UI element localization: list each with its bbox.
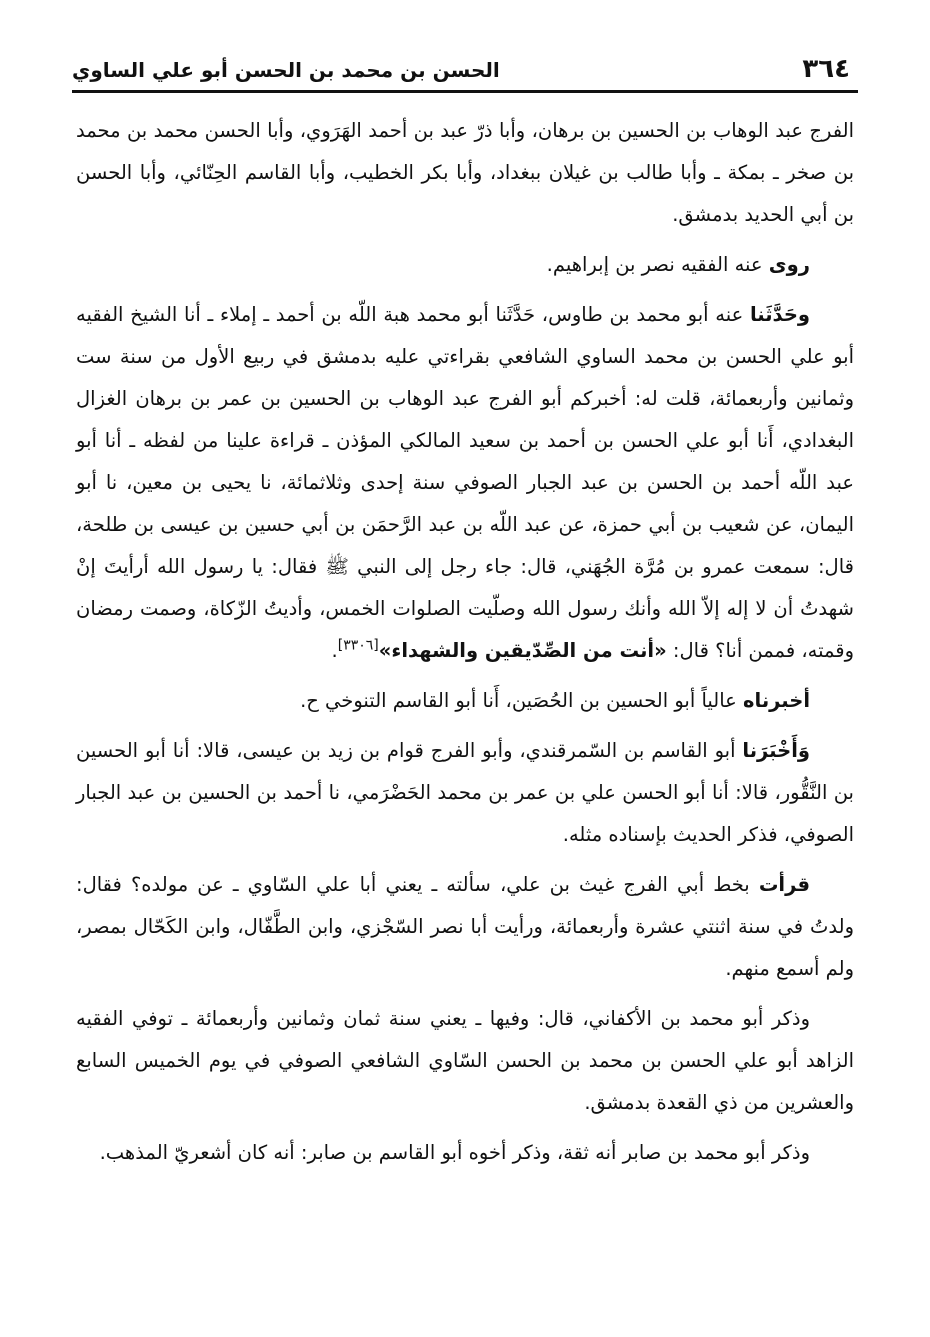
paragraph-1	[76, 110, 854, 236]
running-title: الحسن بن محمد بن الحسن أبو علي الساوي	[72, 58, 500, 82]
paragraph-lead-word: وَأَخْبَرَنا	[742, 739, 810, 762]
paragraph-2	[76, 244, 854, 286]
paragraph-text: الفرج عبد الوهاب بن الحسين بن برهان، وأبا ذرّ عبد بن أحمد الهَرَوي، وأبا الحسن محمد بن محمد بن صخر ـ بمكة ـ وأبا طالب بن غيلان ببغداد، وأبا بكر الخطيب، وأبا القاسم الحِنّائي، وأبا الحسن بن أبي الحديد بدمشق.	[76, 119, 854, 226]
hadith-reference-number: [٣٣٠٦]	[337, 637, 379, 654]
paragraph-text: وذكر أبو محمد بن صابر أنه ثقة، وذكر أخوه أبو القاسم بن صابر: أنه كان أشعريّ المذهب.	[99, 1141, 810, 1164]
paragraph-text: وذكر أبو محمد بن الأكفاني، قال: وفيها ـ يعني سنة ثمان وثمانين وأربعمائة ـ توفي الفقيه الزاهد أبو علي الحسن بن محمد بن الحسن السّاوي الشافعي الصوفي في يوم الخميس السابع والعشرين من ذي القعدة بدمشق.	[76, 1007, 854, 1114]
page-body	[76, 110, 854, 1182]
paragraph-6	[76, 864, 854, 990]
paragraph-text: عالياً أبو الحسين بن الحُصَين، أَنا أبو القاسم التنوخي ح.	[300, 689, 744, 712]
header-divider	[72, 90, 858, 93]
paragraph-lead-word: روى	[768, 253, 810, 276]
paragraph-text: عنه الفقيه نصر بن إبراهيم.	[546, 253, 769, 276]
paragraph-5	[76, 730, 854, 856]
paragraph-8	[76, 1132, 854, 1174]
hadith-quote: «أنت من الصِّدّيقين والشهداء»	[378, 639, 667, 662]
paragraph-lead-word: وحَدَّثَنا	[749, 303, 810, 326]
paragraph-lead-word: قرأت	[758, 873, 810, 896]
paragraph-4	[76, 680, 854, 722]
paragraph-text: عنه أبو محمد بن طاوس، حَدَّثَنا أبو محمد هبة اللّه بن أحمد ـ إملاء ـ أنا الشيخ الفقيه أبو علي الحسن بن محمد الساوي الشافعي بقراءتي عليه بدمشق في ربيع الأول من سنة ست وثمانين وأربعمائة، قلت له: أخبركم أبو الفرج عبد الوهاب بن الحسين بن عمر بن برهان الغزال البغدادي، أَنا أبو علي الحسن بن أحمد بن سعيد المالكي المؤذن ـ قراءة علينا من لفظه ـ أنا أبو عبد اللّه أحمد بن الحسن بن عبد الجبار الصوفي سنة إحدى وثلاثمائة، نا يحيى بن معين، نا أبو اليمان، عن شعيب بن أبي حمزة، عن عبد اللّه بن عبد الرَّحمَن بن أبي حسين بن عيسى بن طلحة، قال: سمعت عمرو بن مُرَّة الجُهَني، قال: جاء رجل إلى النبي ﷺ فقال: يا رسول الله أرأيتَ إنْ شهدتُ أن لا إله إلاّ الله وأنك رسول الله وصلّيت الصلوات الخمس، وأديتُ الزّكاة، وصمت رمضان وقمته، فممن أنا؟ قال:	[76, 303, 854, 662]
paragraph-text: أبو القاسم بن السّمرقندي، وأبو الفرج قوام بن زيد بن عيسى، قالا: أنا أبو الحسين بن النَّقُّور، قالا: أنا أبو الحسن علي بن عمر بن محمد الحَضْرَمي، نا أحمد بن الحسين بن عبد الجبار الصوفي، فذكر الحديث بإسناده مثله.	[76, 739, 854, 846]
paragraph-tail: .	[331, 639, 338, 662]
paragraph-3	[76, 294, 854, 672]
page-header	[72, 52, 858, 88]
paragraph-lead-word: أخبرناه	[743, 689, 810, 712]
page-number: ٣٦٤	[802, 54, 850, 84]
paragraph-text: بخط أبي الفرج غيث بن علي، سألته ـ يعني أبا علي السّاوي ـ عن مولده؟ فقال: ولدتُ في سنة اثنتي عشرة وأربعمائة، ورأيت أبا نصر السّجْزي، وابن الطَّفّال، وابن الكَحّال بمصر، ولم أسمع منهم.	[76, 873, 854, 980]
paragraph-7	[76, 998, 854, 1124]
